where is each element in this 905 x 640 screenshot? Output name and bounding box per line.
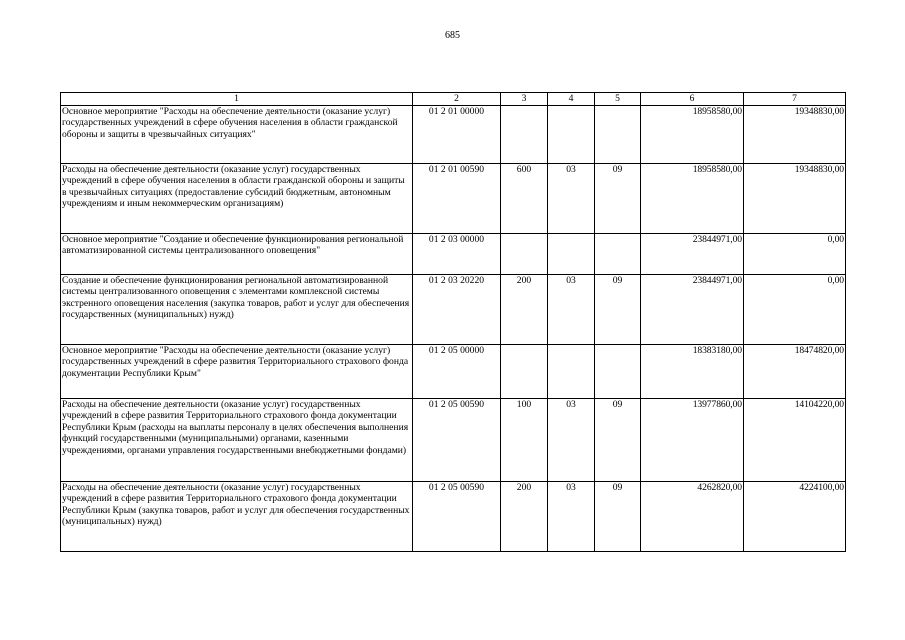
col-header-7: 7 (744, 93, 846, 106)
amount-col6: 18958580,00 (641, 164, 744, 234)
page-number: 685 (445, 30, 460, 41)
expense-name: Расходы на обеспечение деятельности (оказание услуг) государственных учреждений в сфере обучения населения в области гражданской обороны и защиты в чрезвычайных ситуациях (предоставление субсидий бюджетным, автономным учреждениям и иным некоммерческим организациям) (61, 164, 413, 234)
col-header-5: 5 (595, 93, 641, 106)
subsection-code: 09 (595, 275, 641, 345)
section-code (548, 234, 595, 275)
amount-col7: 0,00 (744, 275, 846, 345)
expense-type: 200 (501, 482, 548, 552)
amount-col7: 18474820,00 (744, 345, 846, 399)
section-code: 03 (548, 399, 595, 482)
amount-col7: 4224100,00 (744, 482, 846, 552)
subsection-code: 09 (595, 482, 641, 552)
amount-col7: 19348830,00 (744, 164, 846, 234)
subsection-code (595, 345, 641, 399)
amount-col6: 4262820,00 (641, 482, 744, 552)
amount-col6: 23844971,00 (641, 275, 744, 345)
target-code: 01 2 01 00590 (413, 164, 501, 234)
subsection-code: 09 (595, 399, 641, 482)
expense-type: 200 (501, 275, 548, 345)
expense-type (501, 234, 548, 275)
amount-col7: 19348830,00 (744, 106, 846, 164)
amount-col6: 13977860,00 (641, 399, 744, 482)
section-code: 03 (548, 164, 595, 234)
table-row (61, 345, 846, 399)
amount-col6: 23844971,00 (641, 234, 744, 275)
col-header-4: 4 (548, 93, 595, 106)
col-header-6: 6 (641, 93, 744, 106)
budget-table (60, 92, 846, 552)
subsection-code (595, 234, 641, 275)
amount-col6: 18383180,00 (641, 345, 744, 399)
subsection-code: 09 (595, 164, 641, 234)
table-row (61, 164, 846, 234)
section-code: 03 (548, 482, 595, 552)
col-header-1: 1 (61, 93, 413, 106)
header-row (61, 93, 846, 106)
expense-name: Расходы на обеспечение деятельности (оказание услуг) государственных учреждений в сфере развития Территориального страхового фонда документации Республики Крым (расходы на выплаты персоналу в целях обеспечения выполнения функций государственными (муниципальными) органами, казенными учреждениями, органами управления государственными внебюджетными фондами) (61, 399, 413, 482)
expense-type (501, 345, 548, 399)
section-code (548, 345, 595, 399)
expense-type: 600 (501, 164, 548, 234)
table-row (61, 234, 846, 275)
target-code: 01 2 03 20220 (413, 275, 501, 345)
col-header-3: 3 (501, 93, 548, 106)
col-header-2: 2 (413, 93, 501, 106)
table-row (61, 106, 846, 164)
section-code (548, 106, 595, 164)
target-code: 01 2 01 00000 (413, 106, 501, 164)
table-row (61, 482, 846, 552)
subsection-code (595, 106, 641, 164)
table-row (61, 399, 846, 482)
expense-name: Основное мероприятие "Расходы на обеспечение деятельности (оказание услуг) государственных учреждений в сфере обучения населения в области гражданской обороны и защиты в чрезвычайных ситуациях" (61, 106, 413, 164)
target-code: 01 2 05 00000 (413, 345, 501, 399)
expense-type: 100 (501, 399, 548, 482)
amount-col7: 0,00 (744, 234, 846, 275)
expense-name: Создание и обеспечение функционирования региональной автоматизированной системы централизованного оповещения с элементами комплексной системы экстренного оповещения населения (закупка товаров, работ и услуг для обеспечения государственных (муниципальных) нужд) (61, 275, 413, 345)
amount-col6: 18958580,00 (641, 106, 744, 164)
expense-name: Основное мероприятие "Расходы на обеспечение деятельности (оказание услуг) государственных учреждений в сфере развития Территориального страхового фонда документации Республики Крым" (61, 345, 413, 399)
amount-col7: 14104220,00 (744, 399, 846, 482)
expense-type (501, 106, 548, 164)
table-row (61, 275, 846, 345)
expense-name: Основное мероприятие "Создание и обеспечение функционирования региональной автоматизированной системы централизованного оповещения" (61, 234, 413, 275)
target-code: 01 2 05 00590 (413, 399, 501, 482)
target-code: 01 2 05 00590 (413, 482, 501, 552)
section-code: 03 (548, 275, 595, 345)
expense-name: Расходы на обеспечение деятельности (оказание услуг) государственных учреждений в сфере развития Территориального страхового фонда документации Республики Крым (закупка товаров, работ и услуг для обеспечения государственных (муниципальных) нужд) (61, 482, 413, 552)
target-code: 01 2 03 00000 (413, 234, 501, 275)
